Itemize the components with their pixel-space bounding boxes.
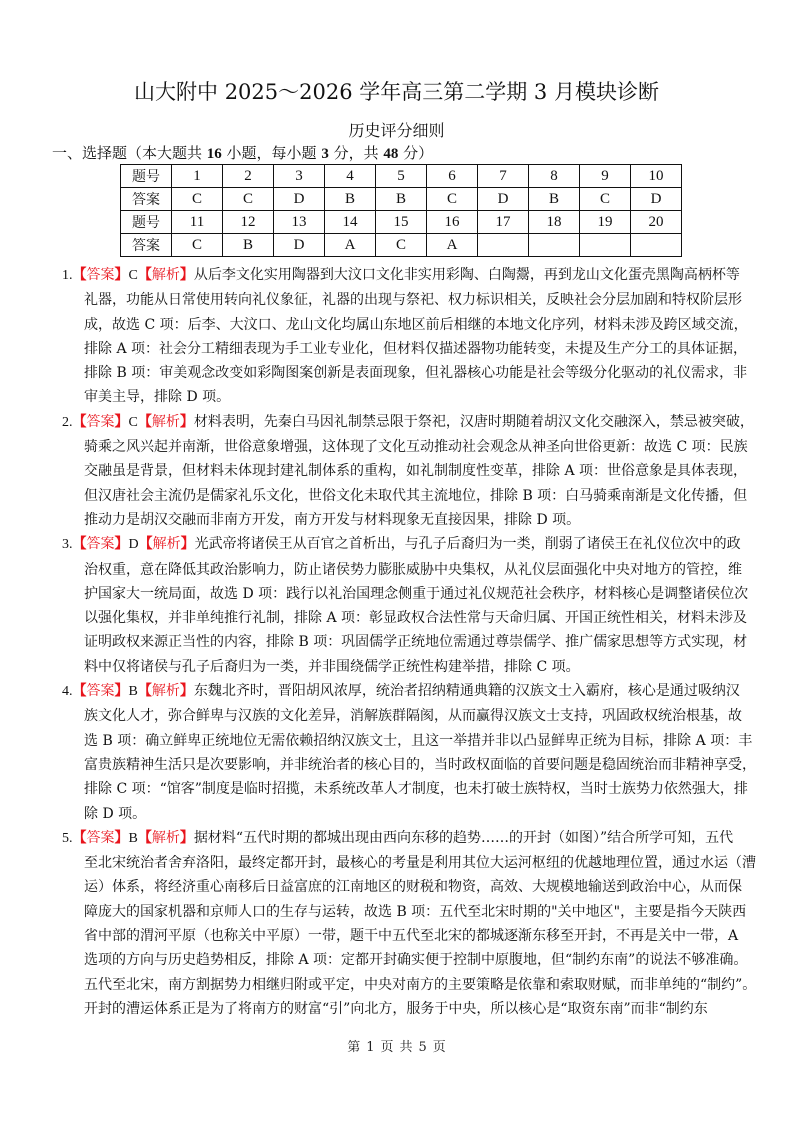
- answer-letter: B: [128, 830, 138, 846]
- explanation-line: [62, 875, 780, 899]
- answer-table-number-row: [121, 211, 682, 234]
- explanation-text: 族文化人才，弥合鲜卑与汉族的文化差异，消解族群隔阂，从而赢得汉族文士支持，巩固政权统治根基，故: [84, 708, 742, 725]
- analysis-label: 解析: [151, 683, 180, 700]
- explanation-line: [62, 508, 780, 532]
- explanation-text: 但汉唐社会主流仍是儒家礼乐文化，世俗文化未取代其主流地位，排除 B 项：白马骑乘南渐是文化传播，但: [84, 487, 748, 504]
- answer-table-cell: 6: [427, 165, 478, 188]
- explanation-item: [62, 532, 780, 679]
- answer-table-cell: 15: [376, 211, 427, 234]
- answer-letter: C: [128, 414, 138, 430]
- footer-total-pages: 5: [418, 1040, 427, 1055]
- answer-table-cell: 9: [580, 165, 631, 188]
- explanation-text: 治权重，意在降低其政治影响力，防止诸侯势力膨胀威胁中央集权，从礼仪层面强化中央对地方的管控，维: [84, 561, 742, 578]
- explanation-text: 审美主导，排除 D 项。: [84, 389, 231, 406]
- item-number: 1.: [62, 268, 73, 283]
- answer-table-row-label: 题号: [121, 165, 172, 188]
- explanation-item: [62, 263, 780, 410]
- explanation-text: 成，故选 C 项：后李、大汶口、龙山文化均属山东地区前后相继的本地文化序列，材料未涉及跨区域交流，: [84, 316, 748, 333]
- explanation-text: 料中仅将诸侯与孔子后裔归为一类，并非围绕儒学正统性构建举措，排除 C 项。: [84, 658, 580, 675]
- explanation-line: [62, 802, 780, 826]
- right-bracket: 】: [179, 683, 194, 700]
- item-number: 2.: [62, 414, 73, 430]
- explanation-text: 光武帝将诸侯王从百官之首析出，与孔子后裔归为一类，削弱了诸侯王在礼仪位次中的政: [194, 536, 741, 553]
- explanation-text: 东魏北齐时，晋阳胡风浓厚，统治者招纳精通典籍的汉族文士入霸府，核心是通过吸纳汉: [193, 683, 740, 700]
- answer-table-answer-row: [121, 234, 682, 257]
- explanation-text: 除 D 项。: [84, 805, 147, 822]
- explanation-text: 省中部的渭河平原（也称关中平原）一带，题干中五代至北宋的都城逐渐东移至开封，不再是关中一带，A: [84, 928, 739, 945]
- answer-table-cell: A: [427, 234, 478, 257]
- section-heading: [52, 142, 433, 163]
- explanation-line: [62, 973, 780, 997]
- explanation-text: 据材料“五代时期的都城出现由西向东移的趋势……的开封（如图）”结合所学可知，五代: [193, 829, 734, 846]
- answer-table-cell: 10: [631, 165, 682, 188]
- answer-table-cell: D: [274, 234, 325, 257]
- answer-table-cell: A: [325, 234, 376, 257]
- answer-table-row-label: 答案: [121, 188, 172, 211]
- answer-table-cell: B: [325, 188, 376, 211]
- left-bracket: 【: [72, 413, 87, 430]
- explanation-text: 推动力是胡汉交融而非南方开发，南方开发与材料现象无直接因果，排除 D 项。: [84, 511, 581, 528]
- analysis-label: 解析: [152, 536, 181, 553]
- answer-table-cell: C: [580, 188, 631, 211]
- section-mid2: 分，共: [328, 144, 384, 162]
- explanation-line: [62, 655, 780, 679]
- section-mid1: 小题，每小题: [221, 144, 322, 162]
- footer-prefix: 第: [347, 1040, 361, 1055]
- answer-letter: C: [128, 268, 138, 283]
- left-bracket: 【: [72, 683, 87, 700]
- explanation-text: 富贵族精神生活只是次要影响，并非统治者的核心目的，当时政权面临的首要问题是稳固统治而非精神享受，: [84, 756, 756, 773]
- answer-label: 答案: [86, 536, 115, 553]
- answer-label: 答案: [86, 267, 115, 283]
- explanation-item: [62, 826, 780, 1021]
- answer-table-cell: 12: [223, 211, 274, 234]
- explanation-text: 排除 A 项：社会分工精细表现为手工业专业化，但材料仅描述器物功能转变，未提及生产分工的具体证据，: [84, 340, 748, 357]
- explanation-text: 选项的方向与历史趋势相反，排除 A 项：定都开封确实便于控制中原腹地，但“制约东南”的说法不够准确。: [84, 952, 748, 969]
- explanation-line: [62, 263, 780, 288]
- answer-letter: B: [128, 684, 138, 700]
- explanation-text: 运）体系，将经济重心南移后日益富庶的江南地区的财税和物资，高效、大规模地输送到政治中心，从而保: [84, 879, 742, 896]
- explanation-line: [62, 459, 780, 483]
- explanation-text: 至北宋统治者舍弃洛阳，最终定都开封，最核心的考量是利用其位大运河枢纽的优越地理位置，通过水运（漕: [84, 855, 756, 872]
- answer-table-cell: C: [427, 188, 478, 211]
- explanations-list: [62, 263, 780, 1021]
- explanation-text: 交融虽是背景，但材料未体现封建礼制体系的重构，如礼制制度性变革，排除 A 项：世俗意象是具体表现，: [84, 463, 748, 480]
- item-number: 5.: [62, 830, 73, 846]
- page-subtitle: 历史评分细则: [348, 121, 445, 140]
- explanation-item: [62, 679, 780, 826]
- right-bracket: 】: [114, 413, 129, 430]
- answer-label: 答案: [86, 413, 115, 430]
- answer-table-cell: 16: [427, 211, 478, 234]
- explanation-line: [62, 630, 780, 654]
- explanation-item: [62, 410, 780, 532]
- item-number: 3.: [62, 537, 73, 553]
- section-suffix: 分）: [398, 144, 434, 162]
- analysis-label: 解析: [151, 267, 180, 283]
- explanation-line: [62, 851, 780, 875]
- answer-table-cell: 1: [172, 165, 223, 188]
- explanation-line: [62, 753, 780, 777]
- answer-table-cell: 17: [478, 211, 529, 234]
- explanation-line: [62, 558, 780, 582]
- left-bracket: 【: [137, 413, 152, 430]
- answer-table-cell: 3: [274, 165, 325, 188]
- item-number: 4.: [62, 684, 73, 700]
- answer-table-cell: D: [478, 188, 529, 211]
- answer-table-cell: C: [172, 234, 223, 257]
- answer-table-cell: 4: [325, 165, 376, 188]
- left-bracket: 【: [137, 267, 152, 283]
- explanation-text: 以强化集权，并非单纯推行礼制，排除 A 项：彰显政权合法性常与天命归属、开国正统性相关，材料未涉及: [84, 610, 748, 627]
- answer-table-cell: D: [274, 188, 325, 211]
- explanation-text: 骑乘之风兴起并南渐，世俗意象增强，这体现了文化互动推动社会观念从神圣向世俗更新：故选 C 项：民族: [84, 439, 748, 456]
- explanation-line: [62, 777, 780, 801]
- right-bracket: 】: [114, 683, 129, 700]
- explanation-line: [62, 704, 780, 728]
- explanation-line: [62, 997, 780, 1021]
- page-footer: [0, 1036, 793, 1055]
- answer-table-cell: [631, 234, 682, 257]
- answer-table-cell: C: [376, 234, 427, 257]
- page-title: 山大附中 2025～2026 学年高三第二学期 3 月模块诊断: [134, 80, 659, 104]
- left-bracket: 【: [72, 829, 87, 846]
- explanation-line: [62, 679, 780, 704]
- explanation-text: 开封的漕运体系正是为了将南方的财富“引”向北方，服务于中央，所以核心是“取资东南”而非“制约东: [84, 1000, 708, 1017]
- answer-table-cell: 13: [274, 211, 325, 234]
- left-bracket: 【: [72, 536, 87, 553]
- explanation-text: 材料表明，先秦白马因礼制禁忌限于祭祀，汉唐时期随着胡汉文化交融深入，禁忌被突破，: [193, 413, 754, 430]
- answer-letter: D: [128, 537, 139, 553]
- answer-table-cell: [529, 234, 580, 257]
- explanation-line: [62, 826, 780, 851]
- explanation-line: [62, 288, 780, 312]
- explanation-text: 证明政权来源正当性的内容，排除 B 项：巩固儒学正统地位需通过尊崇儒学、推广儒家思想等方式实现，材: [84, 634, 748, 651]
- answer-table-cell: 11: [172, 211, 223, 234]
- footer-total-unit: 页: [432, 1040, 446, 1055]
- left-bracket: 【: [72, 267, 87, 283]
- explanation-line: [62, 948, 780, 972]
- answer-table-cell: [478, 234, 529, 257]
- explanation-line: [62, 900, 780, 924]
- explanation-line: [62, 361, 780, 385]
- answer-table-cell: 7: [478, 165, 529, 188]
- answer-table-cell: B: [376, 188, 427, 211]
- explanation-line: [62, 532, 780, 557]
- answer-table-cell: [580, 234, 631, 257]
- answer-table-row-label: 答案: [121, 234, 172, 257]
- left-bracket: 【: [137, 683, 152, 700]
- right-bracket: 】: [114, 829, 129, 846]
- explanation-line: [62, 410, 780, 435]
- analysis-label: 解析: [151, 829, 180, 846]
- right-bracket: 】: [179, 413, 194, 430]
- total-points: 48: [383, 146, 399, 162]
- explanation-line: [62, 313, 780, 337]
- explanation-text: 礼器，功能从日常使用转向礼仪象征，礼器的出现与祭祀、权力标识相关，反映社会分层加剧和特权阶层形: [84, 292, 742, 309]
- points-each: 3: [321, 146, 329, 162]
- section-prefix: 一、选择题（本大题共: [52, 144, 207, 162]
- explanation-text: 从后李文化实用陶器到大汶口文化非实用彩陶、白陶鬶，再到龙山文化蛋壳黑陶高柄杯等: [193, 267, 740, 283]
- answer-table-cell: D: [631, 188, 682, 211]
- explanation-line: [62, 924, 780, 948]
- explanation-line: [62, 606, 780, 630]
- right-bracket: 】: [114, 536, 129, 553]
- explanation-text: 排除 C 项：“馆客”制度是临时招揽，未系统改革人才制度，也未打破士族特权，当时士族势力依然强大，排: [84, 781, 748, 798]
- answer-table-cell: 5: [376, 165, 427, 188]
- answer-table-cell: 2: [223, 165, 274, 188]
- footer-total-prefix: 共: [399, 1040, 413, 1055]
- analysis-label: 解析: [151, 413, 180, 430]
- right-bracket: 】: [114, 267, 129, 283]
- answer-key-table: [120, 164, 682, 257]
- right-bracket: 】: [179, 829, 194, 846]
- explanation-text: 障庞大的国家机器和京师人口的生存与运转，故选 B 项：五代至北宋时期的"关中地区"，主要是指今天陕西: [84, 903, 747, 920]
- explanation-line: [62, 385, 780, 409]
- explanation-line: [62, 435, 780, 459]
- left-bracket: 【: [138, 536, 153, 553]
- answer-label: 答案: [86, 683, 115, 700]
- answer-table-cell: C: [223, 188, 274, 211]
- answer-table-cell: 20: [631, 211, 682, 234]
- answer-table-cell: B: [529, 188, 580, 211]
- answer-table-answer-row: [121, 188, 682, 211]
- answer-table-cell: 14: [325, 211, 376, 234]
- explanation-line: [62, 484, 780, 508]
- answer-table-cell: 19: [580, 211, 631, 234]
- left-bracket: 【: [137, 829, 152, 846]
- footer-page-unit: 页: [380, 1040, 394, 1055]
- answer-table-cell: 8: [529, 165, 580, 188]
- explanation-text: 选 B 项：确立鲜卑正统地位无需依赖招纳汉族文士，且这一举措并非以凸显鲜卑正统为目标，排除 A 项：丰: [84, 732, 753, 749]
- right-bracket: 】: [179, 267, 194, 283]
- explanation-text: 护国家大一统局面，故选 D 项：践行以礼治国理念侧重于通过礼仪规范社会秩序，材料核心是调整诸侯位次: [84, 585, 749, 602]
- explanation-line: [62, 729, 780, 753]
- explanation-text: 排除 B 项：审美观念改变如彩陶图案创新是表面现象，但礼器核心功能是社会等级分化驱动的礼仪需求，非: [84, 365, 748, 382]
- explanation-text: 五代至北宋，南方割据势力相继归附或平定，中央对南方的主要策略是依靠和索取财赋，而非单纯的“制约”。: [84, 976, 757, 993]
- answer-table-cell: C: [172, 188, 223, 211]
- explanation-line: [62, 337, 780, 361]
- right-bracket: 】: [180, 536, 195, 553]
- footer-page-number: 1: [366, 1040, 375, 1055]
- answer-table-cell: B: [223, 234, 274, 257]
- answer-table-cell: 18: [529, 211, 580, 234]
- answer-table-number-row: [121, 165, 682, 188]
- explanation-line: [62, 582, 780, 606]
- answer-table-row-label: 题号: [121, 211, 172, 234]
- question-count: 16: [206, 146, 222, 162]
- answer-label: 答案: [86, 829, 115, 846]
